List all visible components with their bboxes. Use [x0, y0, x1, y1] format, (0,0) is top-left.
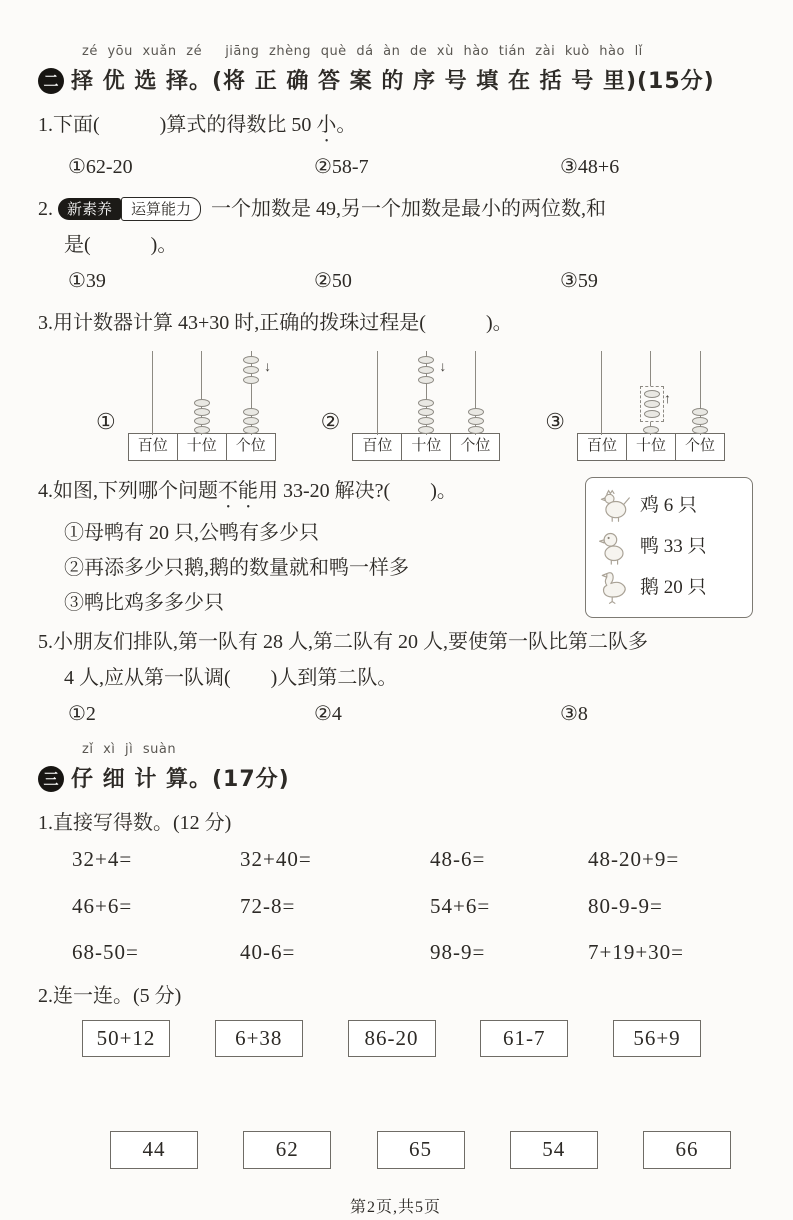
match-box: 62 [243, 1131, 331, 1169]
bead [644, 410, 660, 418]
legend-label: 鸡 6 只 [640, 495, 698, 517]
match-box: 50+12 [82, 1020, 170, 1058]
place-label: 百位 [352, 433, 402, 461]
match-box: 54 [510, 1131, 598, 1169]
place-label: 百位 [577, 433, 627, 461]
option: ①母鸭有 20 只,公鸭有多少只 [64, 521, 319, 544]
bead [418, 408, 434, 416]
calc-item: 54+6= [430, 893, 491, 918]
bead [418, 356, 434, 364]
bead [418, 417, 434, 425]
option: ③48+6 [560, 155, 620, 178]
down-arrow-icon: ↓ [439, 359, 447, 375]
section-three-pinyin: zǐ xì jì suàn [82, 741, 177, 757]
bead [243, 366, 259, 374]
match-box: 44 [110, 1131, 198, 1169]
match-bottom-row [38, 1131, 753, 1169]
calc-item: 7+19+30= [588, 940, 685, 965]
calc-grid [38, 843, 753, 970]
bead [243, 376, 259, 384]
chicken-icon [596, 488, 632, 524]
place-label: 十位 [626, 433, 676, 461]
bead [692, 417, 708, 425]
place-label: 十位 [177, 433, 227, 461]
question-2-text: 2. 新素养 运算能力 一个加数是 49,另一个加数是最小的两位数,和 [38, 197, 607, 220]
match-box: 61-7 [480, 1020, 568, 1058]
counter-label: ① [96, 409, 116, 435]
animal-legend [585, 477, 753, 618]
legend-row [596, 568, 742, 609]
emphasized-word: 不能 [218, 479, 258, 502]
section-three-icon: 三 [38, 766, 64, 792]
abacus-counter [321, 349, 501, 461]
calc-item: 32+4= [72, 846, 133, 871]
legend-row [596, 486, 742, 527]
place-label: 个位 [226, 433, 276, 461]
abacus-rod [601, 351, 602, 435]
new-curriculum-badge: 新素养 [58, 198, 121, 220]
option: ②4 [314, 702, 342, 725]
bead [194, 417, 210, 425]
question-1-text: 1.下面( )算式的得数比 50 小。 [38, 113, 357, 136]
bead [644, 400, 660, 408]
bead [692, 408, 708, 416]
bead [194, 426, 210, 434]
abacus [577, 349, 725, 461]
bead [418, 366, 434, 374]
option: ③8 [560, 702, 588, 725]
bead [194, 408, 210, 416]
bead [643, 426, 659, 434]
floating-beads [415, 355, 437, 385]
option: ①2 [68, 702, 96, 725]
match-title: 2.连一连。(5 分) [38, 984, 182, 1007]
calc-item: 80-9-9= [588, 893, 663, 918]
direct-calc-title: 1.直接写得数。(12 分) [38, 811, 232, 834]
section-three-header [38, 762, 753, 797]
bead [243, 356, 259, 364]
down-arrow-icon: ↓ [264, 359, 272, 375]
emphasized-word: 小 [316, 113, 337, 136]
floating-beads [240, 355, 262, 385]
question-5-text: 5.小朋友们排队,第一队有 28 人,第二队有 20 人,要使第一队比第二队多 [38, 630, 648, 653]
section-two-header [38, 64, 753, 99]
dashed-selection-box [640, 386, 664, 422]
match-top-row [38, 1016, 753, 1058]
abacus-counter [96, 349, 276, 461]
abacus-counter [545, 349, 725, 461]
question-1-options [38, 151, 753, 183]
option: ②50 [314, 269, 352, 292]
calc-item: 46+6= [72, 893, 133, 918]
bead [644, 390, 660, 398]
option: ①62-20 [68, 155, 133, 178]
calc-item: 72-8= [240, 893, 296, 918]
counter-label: ③ [545, 409, 565, 435]
abacus [352, 349, 500, 461]
abacus [128, 349, 276, 461]
match-box: 66 [643, 1131, 731, 1169]
question-2-text-line2: 是( )。 [64, 233, 178, 256]
up-arrow-icon: ↑ [663, 391, 671, 407]
match-box: 56+9 [613, 1020, 701, 1058]
page-footer: 第2页,共5页 [349, 1198, 441, 1216]
counter-label: ② [320, 409, 341, 435]
calc-item: 98-9= [430, 940, 486, 965]
match-box: 6+38 [215, 1020, 303, 1058]
option: ③鸭比鸡多多少只 [64, 591, 224, 614]
section-two-title: 择 优 选 择。(将 正 确 答 案 的 序 号 填 在 括 号 里)(15分) [71, 68, 715, 94]
question-5-text-line2: 4 人,应从第一队调( )人到第二队。 [64, 666, 398, 689]
calc-item: 48-6= [430, 846, 486, 871]
bead [468, 417, 484, 425]
calc-item: 40-6= [240, 940, 296, 965]
bead [243, 417, 259, 425]
question-2-options [38, 265, 753, 297]
calc-item: 32+40= [240, 846, 312, 871]
option: ③59 [560, 269, 598, 292]
duck-icon [596, 529, 632, 565]
question-5-options [38, 698, 753, 730]
option: ②58-7 [314, 155, 369, 178]
bead [194, 399, 210, 407]
bead [468, 408, 484, 416]
computing-skill-badge: 运算能力 [121, 197, 201, 221]
place-label: 个位 [450, 433, 500, 461]
legend-label: 鸭 33 只 [640, 536, 707, 558]
place-label: 个位 [675, 433, 725, 461]
bead [418, 399, 434, 407]
legend-label: 鹅 20 只 [640, 577, 707, 599]
goose-icon [596, 570, 632, 606]
question-3-text: 3.用计数器计算 43+30 时,正确的拨珠过程是( )。 [38, 311, 513, 334]
abacus-rod [152, 351, 153, 435]
place-label: 十位 [401, 433, 451, 461]
legend-row [596, 527, 742, 568]
question-4-text: 4.如图,下列哪个问题不能用 33-20 解决?( )。 [38, 479, 457, 502]
bead [418, 376, 434, 384]
abacus-rod [377, 351, 378, 435]
option: ②再添多少只鹅,鹅的数量就和鸭一样多 [64, 556, 409, 579]
match-box: 65 [377, 1131, 465, 1169]
match-box: 86-20 [348, 1020, 436, 1058]
section-two-pinyin: zé yōu xuǎn zé jiāng zhèng què dá àn de xù hào tián zài kuò hào lǐ [82, 44, 643, 59]
calc-item: 68-50= [72, 940, 139, 965]
bead [243, 426, 259, 434]
calc-item: 48-20+9= [588, 846, 680, 871]
section-three-title: 仔 细 计 算。(17分) [71, 766, 290, 792]
option: ①39 [68, 269, 106, 292]
place-label: 百位 [128, 433, 178, 461]
section-two-icon: 二 [38, 68, 64, 94]
question-4 [38, 475, 753, 622]
question-3-counters [38, 343, 753, 465]
bead [243, 408, 259, 416]
bead [468, 426, 484, 434]
